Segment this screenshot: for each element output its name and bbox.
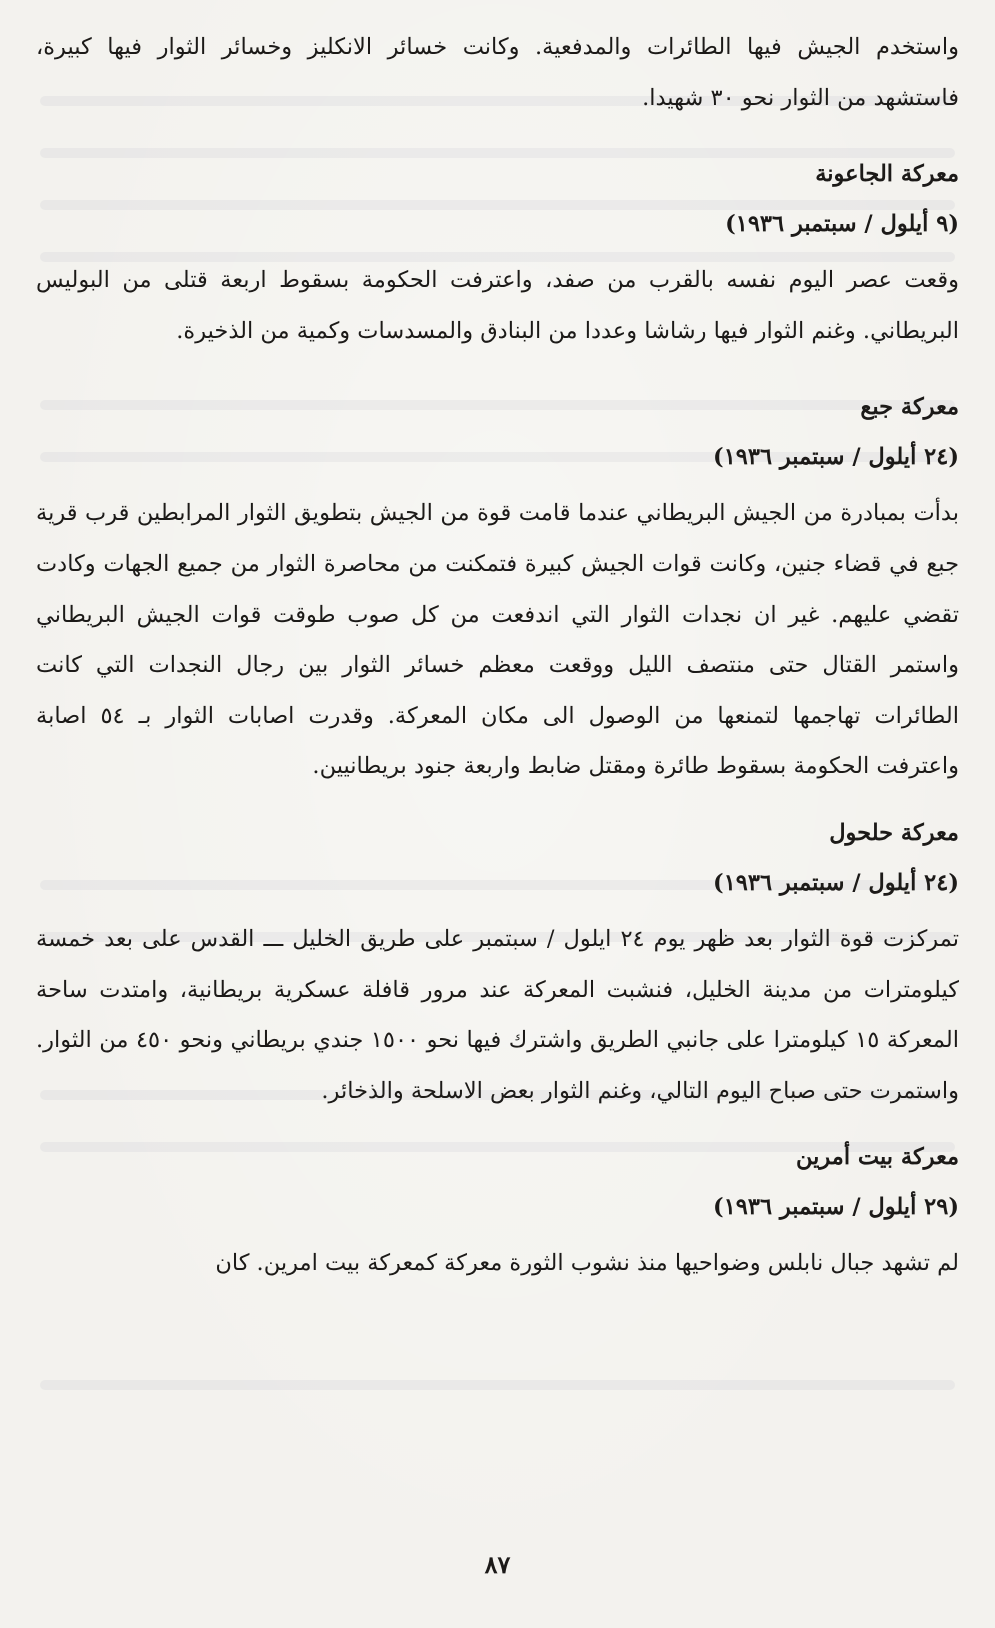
jaba-title: معركة جبع [860, 394, 959, 421]
beit-imrin-title: معركة بيت أمرين [795, 1144, 959, 1171]
halhul-date: (٢٤ أيلول / سبتمبر ١٩٣٦) [713, 869, 959, 896]
jaouna-title: معركة الجاعونة [815, 161, 959, 188]
jaba-date: (٢٤ أيلول / سبتمبر ١٩٣٦) [713, 444, 959, 471]
jaouna-date: (٩ أيلول / سبتمبر ١٩٣٦) [725, 211, 959, 238]
bleed-through-line [40, 1380, 955, 1390]
halhul-paragraph: تمركزت قوة الثوار بعد ظهر يوم ٢٤ ايلول / سبتمبر على طريق الخليل ـــ القدس على بعد خمسة كيلومترات من مدينة الخليل، فنشبت المعركة عند مرور قافلة عسكرية بريطانية، وامتدت ساحة المعركة ١٥ كيلومترا على جانبي الطريق واشترك فيها نحو ١٥٠٠ جندي بريطاني ونحو ٤٥٠ من الثوار. واستمرت حتى صباح اليوم التالي، وغنم الثوار بعض الاسلحة والذخائر. [36, 925, 959, 1104]
beit-imrin-date: (٢٩ أيلول / سبتمبر ١٩٣٦) [713, 1194, 959, 1221]
page-body [36, 22, 959, 1289]
intro-paragraph: واستخدم الجيش فيها الطائرات والمدفعية. وكانت خسائر الانكليز وخسائر الثوار فيها كبيرة، فاستشهد من الثوار نحو ٣٠ شهيدا. [36, 34, 959, 111]
beit-imrin-paragraph: لم تشهد جبال نابلس وضواحيها منذ نشوب الثورة معركة كمعركة بيت امرين. كان [215, 1250, 959, 1277]
jaouna-paragraph: وقعت عصر اليوم نفسه بالقرب من صفد، واعترفت الحكومة بسقوط اربعة قتلى من البوليس البريطاني. وغنم الثوار فيها رشاشا وعددا من البنادق والمسدسات وكمية من الذخيرة. [36, 267, 959, 344]
page-number: ٨٧ [484, 1550, 511, 1579]
jaba-paragraph: بدأت بمبادرة من الجيش البريطاني عندما قامت قوة من الجيش بتطويق الثوار المرابطين قرب قرية جبع في قضاء جنين، وكانت قوات الجيش كبيرة فتمكنت من محاصرة الثوار من جميع الجهات وكادت تقضي عليهم. غير ان نجدات الثوار التي اندفعت من كل صوب طوقت قوات الجيش البريطاني واستمر القتال حتى منتصف الليل ووقعت معظم خسائر الثوار بين رجال النجدات التي كانت الطائرات تهاجمها لتمنعها من الوصول الى مكان المعركة. وقدرت اصابات الثوار بـ ٥٤ اصابة واعترفت الحكومة بسقوط طائرة ومقتل ضابط واربعة جنود بريطانيين. [36, 500, 959, 780]
halhul-title: معركة حلحول [829, 819, 959, 846]
